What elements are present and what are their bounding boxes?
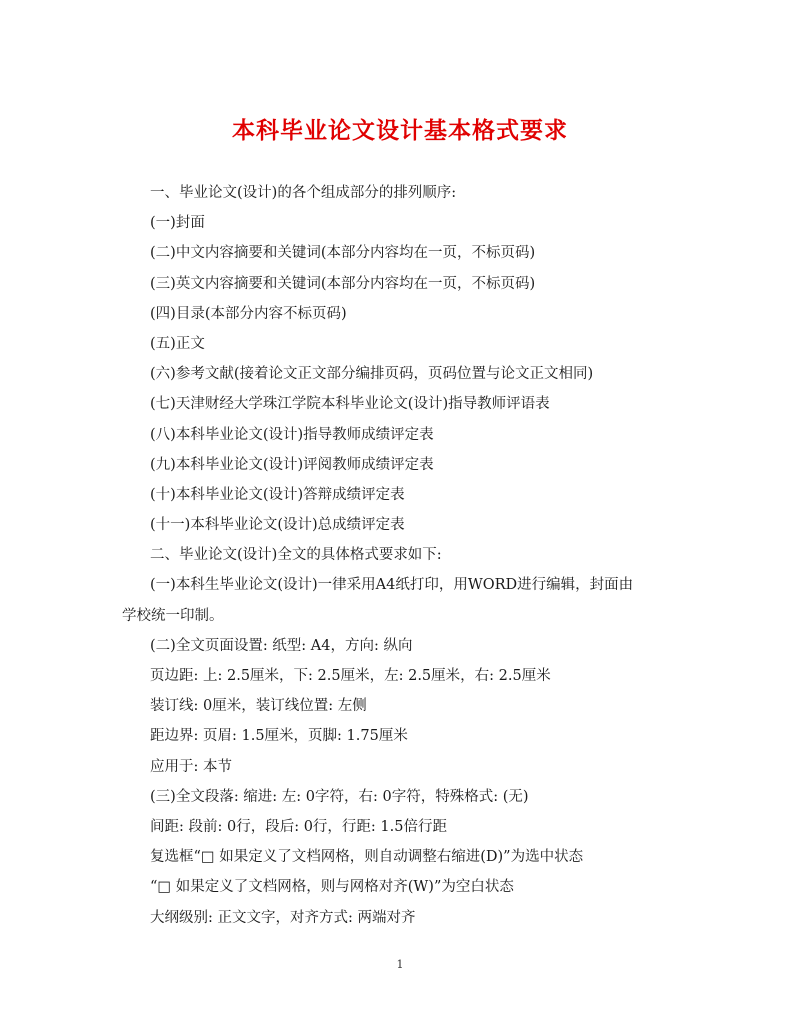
- list-item: (三)英文内容摘要和关键词(本部分内容均在一页，不标页码): [150, 275, 536, 292]
- list-item: (六)参考文献(接着论文正文部分编排页码，页码位置与论文正文相同): [150, 366, 594, 383]
- paragraph-line: 间距: 段前: 0行，段后: 0行，行距: 1.5倍行距: [150, 818, 447, 835]
- paragraph-line: 学校统一印制。: [122, 607, 224, 624]
- list-item: (九)本科毕业论文(设计)评阅教师成绩评定表: [150, 456, 434, 473]
- document-title: 本科毕业论文设计基本格式要求: [232, 117, 568, 144]
- paragraph-line: (一)本科生毕业论文(设计)一律采用A4纸打印，用WORD进行编辑，封面由: [150, 577, 634, 594]
- list-item: (五)正文: [150, 335, 205, 352]
- paragraph-line: 页边距: 上: 2.5厘米，下: 2.5厘米，左: 2.5厘米，右: 2.5厘米: [150, 668, 551, 684]
- paragraph-line: “□ 如果定义了文档网格，则与网格对齐(W)”为空白状态: [150, 879, 514, 896]
- paragraph-line: 装订线: 0厘米，装订线位置: 左侧: [150, 698, 367, 715]
- list-item: (十)本科毕业论文(设计)答辩成绩评定表: [150, 486, 405, 503]
- list-item: (八)本科毕业论文(设计)指导教师成绩评定表: [150, 426, 434, 443]
- paragraph-line: (二)全文页面设置: 纸型: A4，方向: 纵向: [150, 637, 413, 654]
- list-item: (二)中文内容摘要和关键词(本部分内容均在一页，不标页码): [150, 245, 536, 262]
- paragraph-line: 距边界: 页眉: 1.5厘米，页脚: 1.75厘米: [150, 728, 408, 745]
- section-heading-2: 二、毕业论文(设计)全文的具体格式要求如下:: [150, 547, 442, 564]
- list-item: (七)天津财经大学珠江学院本科毕业论文(设计)指导教师评语表: [150, 396, 550, 413]
- section-heading-1: 一、毕业论文(设计)的各个组成部分的排列顺序:: [150, 185, 457, 201]
- list-item: (一)封面: [150, 215, 205, 232]
- paragraph-line: 大纲级别: 正文文字，对齐方式: 两端对齐: [150, 909, 416, 926]
- paragraph-line: (三)全文段落: 缩进: 左: 0字符，右: 0字符，特殊格式: (无): [150, 788, 529, 805]
- paragraph-line: 复选框“□ 如果定义了文档网格，则自动调整右缩进(D)”为选中状态: [150, 849, 584, 866]
- list-item: (十一)本科毕业论文(设计)总成绩评定表: [150, 517, 405, 534]
- document-body: [122, 178, 682, 933]
- page-number: 1: [396, 958, 404, 971]
- list-item: (四)目录(本部分内容不标页码): [150, 305, 347, 322]
- paragraph-line: 应用于: 本节: [150, 758, 232, 775]
